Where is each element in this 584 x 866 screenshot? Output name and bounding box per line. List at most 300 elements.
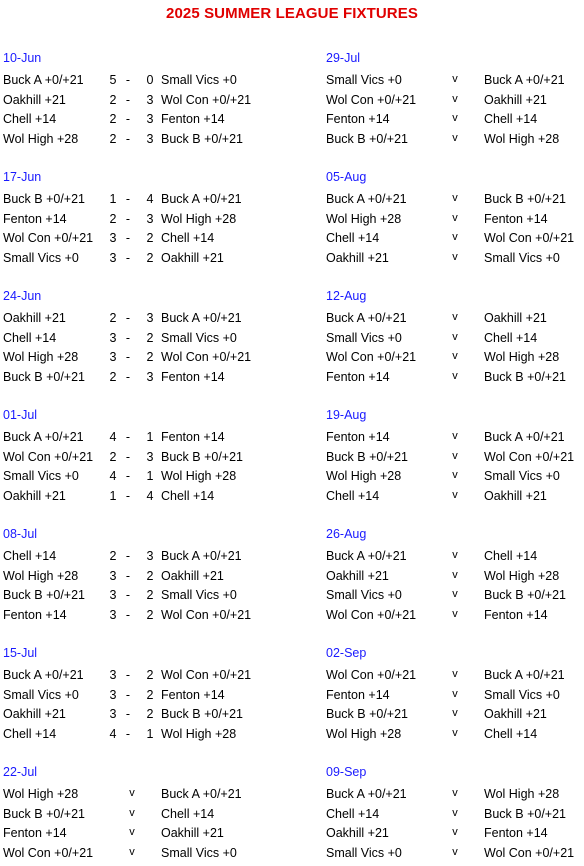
away-team: Wol Con +0/+21 — [161, 668, 252, 682]
home-team: Wol Con +0/+21 — [3, 846, 94, 861]
versus-marker: v — [452, 251, 458, 264]
fixture-row — [323, 73, 584, 93]
versus-marker: v — [452, 826, 458, 839]
home-team: Wol High +28 — [3, 350, 79, 365]
fixture-row — [0, 132, 290, 152]
away-team: Buck A +0/+21 — [484, 668, 565, 682]
fixture-row — [323, 826, 584, 846]
fixture-row — [0, 489, 290, 509]
away-score: 3 — [146, 370, 154, 385]
fixture-row — [0, 588, 290, 608]
away-team: Oakhill +21 — [484, 92, 547, 107]
home-team: Chell +14 — [326, 489, 380, 504]
away-team: Chell +14 — [484, 330, 538, 345]
fixture-row — [323, 469, 584, 489]
fixture-row — [0, 251, 290, 271]
home-team: Wol High +28 — [326, 727, 402, 742]
home-team: Oakhill +21 — [326, 251, 389, 266]
away-team: Chell +14 — [161, 231, 215, 246]
home-team: Wol High +28 — [326, 211, 402, 226]
away-score: 2 — [146, 588, 154, 603]
versus-marker: v — [452, 311, 458, 323]
away-score: 2 — [146, 231, 154, 246]
away-team: Buck A +0/+21 — [484, 430, 565, 444]
home-team: Small Vics +0 — [3, 251, 79, 266]
away-team: Fenton +14 — [161, 430, 225, 444]
home-team: Buck B +0/+21 — [326, 132, 409, 147]
fixture-row — [323, 489, 584, 509]
fixture-row — [0, 311, 290, 331]
home-team: Wol Con +0/+21 — [3, 449, 94, 464]
away-team: Buck A +0/+21 — [161, 192, 242, 206]
home-score: 3 — [109, 231, 117, 246]
fixture-row — [0, 469, 290, 489]
away-team: Oakhill +21 — [484, 489, 547, 504]
home-team: Buck B +0/+21 — [3, 192, 86, 206]
home-score: 2 — [109, 132, 117, 147]
home-team: Buck A +0/+21 — [3, 73, 84, 87]
versus-marker: v — [452, 687, 458, 700]
home-team: Buck A +0/+21 — [326, 549, 407, 563]
fixture-row — [323, 370, 584, 390]
home-score: 3 — [109, 330, 117, 345]
home-score: 5 — [109, 73, 117, 87]
away-team: Oakhill +21 — [484, 311, 547, 325]
away-score: 1 — [146, 430, 154, 444]
away-team: Wol High +28 — [161, 469, 237, 484]
score-separator: - — [125, 251, 131, 266]
versus-marker: v — [452, 727, 458, 740]
fixture-row — [323, 430, 584, 450]
fixture-row — [323, 707, 584, 727]
away-score: 2 — [146, 568, 154, 583]
home-score: 2 — [109, 549, 117, 563]
home-team: Buck A +0/+21 — [326, 787, 407, 801]
away-score: 4 — [146, 192, 154, 206]
fixture-row — [323, 132, 584, 152]
away-team: Wol Con +0/+21 — [484, 846, 575, 861]
home-score: 3 — [109, 707, 117, 722]
fixture-row — [323, 112, 584, 132]
home-team: Chell +14 — [3, 330, 57, 345]
fixture-row — [323, 668, 584, 688]
home-team: Wol Con +0/+21 — [326, 350, 417, 365]
home-team: Wol Con +0/+21 — [326, 668, 417, 682]
versus-marker: v — [452, 430, 458, 442]
fixture-block — [0, 51, 290, 151]
away-team: Wol Con +0/+21 — [484, 449, 575, 464]
fixture-row — [0, 569, 290, 589]
away-team: Buck B +0/+21 — [161, 449, 244, 464]
score-separator: - — [125, 430, 131, 444]
away-score: 3 — [146, 132, 154, 147]
fixture-date: 24-Jun — [3, 289, 42, 303]
away-team: Oakhill +21 — [161, 826, 224, 841]
versus-marker: v — [452, 588, 458, 601]
home-team: Small Vics +0 — [326, 846, 402, 861]
home-team: Wol Con +0/+21 — [3, 231, 94, 246]
home-team: Buck A +0/+21 — [3, 668, 84, 682]
away-score: 3 — [146, 549, 154, 563]
away-team: Oakhill +21 — [161, 251, 224, 266]
home-score: 1 — [109, 192, 117, 206]
versus-marker: v — [452, 846, 458, 859]
fixture-row — [0, 688, 290, 708]
versus-marker: v — [452, 707, 458, 720]
fixture-row — [0, 112, 290, 132]
score-separator: - — [125, 92, 131, 107]
fixture-row — [0, 430, 290, 450]
away-score: 2 — [146, 330, 154, 345]
away-score: 3 — [146, 112, 154, 127]
fixture-date: 09-Sep — [326, 765, 367, 779]
score-separator: - — [125, 211, 131, 226]
away-score: 3 — [146, 92, 154, 107]
score-separator: - — [125, 727, 131, 742]
home-team: Fenton +14 — [326, 112, 390, 127]
fixture-row — [0, 608, 290, 628]
fixture-row — [0, 727, 290, 747]
home-team: Fenton +14 — [3, 211, 67, 226]
home-score: 3 — [109, 608, 117, 623]
score-separator: - — [125, 311, 131, 325]
fixture-block — [323, 527, 584, 627]
score-separator: - — [125, 568, 131, 583]
fixture-block — [0, 170, 290, 270]
fixture-date: 08-Jul — [3, 527, 38, 541]
home-score: 2 — [109, 449, 117, 464]
fixture-row — [0, 370, 290, 390]
score-separator: - — [125, 687, 131, 702]
fixture-date: 02-Sep — [326, 646, 367, 660]
fixture-row — [0, 192, 290, 212]
score-separator: - — [125, 469, 131, 484]
fixture-block — [323, 170, 584, 270]
score-separator: - — [125, 608, 131, 623]
fixture-row — [323, 251, 584, 271]
fixture-row — [0, 93, 290, 113]
away-team: Buck B +0/+21 — [484, 588, 567, 603]
home-score: 2 — [109, 370, 117, 385]
away-team: Wol High +28 — [484, 132, 560, 147]
score-separator: - — [125, 73, 131, 87]
fixture-block — [323, 51, 584, 151]
away-team: Wol Con +0/+21 — [161, 350, 252, 365]
score-separator: - — [125, 350, 131, 365]
away-team: Small Vics +0 — [161, 73, 237, 87]
home-team: Small Vics +0 — [326, 73, 402, 87]
away-team: Wol Con +0/+21 — [161, 608, 252, 623]
versus-marker: v — [452, 668, 458, 680]
away-team: Oakhill +21 — [161, 568, 224, 583]
home-team: Fenton +14 — [326, 430, 390, 444]
versus-marker: v — [452, 231, 458, 244]
fixture-row — [323, 588, 584, 608]
versus-marker: v — [452, 112, 458, 125]
away-team: Small Vics +0 — [161, 588, 237, 603]
fixture-row — [0, 707, 290, 727]
home-score: 2 — [109, 112, 117, 127]
home-team: Chell +14 — [326, 806, 380, 821]
away-team: Small Vics +0 — [484, 687, 560, 702]
away-score: 2 — [146, 608, 154, 623]
fixture-date: 19-Aug — [326, 408, 367, 422]
fixture-block — [323, 289, 584, 389]
home-team: Chell +14 — [3, 727, 57, 742]
fixture-row — [323, 212, 584, 232]
fixture-row — [0, 331, 290, 351]
home-score: 2 — [109, 311, 117, 325]
away-team: Fenton +14 — [161, 687, 225, 702]
away-team: Small Vics +0 — [484, 251, 560, 266]
fixture-row — [0, 212, 290, 232]
home-team: Oakhill +21 — [326, 568, 389, 583]
home-team: Small Vics +0 — [3, 469, 79, 484]
home-score: 4 — [109, 430, 117, 444]
fixture-date: 22-Jul — [3, 765, 38, 779]
home-team: Buck B +0/+21 — [3, 806, 86, 821]
score-separator: - — [125, 489, 131, 504]
away-team: Buck B +0/+21 — [161, 132, 244, 147]
home-team: Buck A +0/+21 — [326, 192, 407, 206]
score-separator: - — [125, 707, 131, 722]
fixture-row — [323, 231, 584, 251]
versus-marker: v — [452, 568, 458, 581]
versus-marker: v — [129, 846, 135, 859]
fixture-row — [323, 787, 584, 807]
home-team: Buck B +0/+21 — [3, 588, 86, 603]
fixture-row — [0, 826, 290, 846]
away-score: 2 — [146, 687, 154, 702]
away-team: Small Vics +0 — [161, 330, 237, 345]
away-score: 2 — [146, 251, 154, 266]
score-separator: - — [125, 588, 131, 603]
fixture-block — [323, 408, 584, 508]
away-team: Buck A +0/+21 — [161, 311, 242, 325]
home-team: Fenton +14 — [326, 370, 390, 385]
fixture-date: 29-Jul — [326, 51, 361, 65]
home-team: Wol High +28 — [3, 568, 79, 583]
away-score: 1 — [146, 469, 154, 484]
home-score: 1 — [109, 489, 117, 504]
away-team: Chell +14 — [161, 489, 215, 504]
fixture-block — [0, 765, 290, 865]
away-team: Wol High +28 — [484, 350, 560, 365]
versus-marker: v — [452, 370, 458, 383]
versus-marker: v — [452, 608, 458, 621]
away-score: 0 — [146, 73, 154, 87]
away-team: Wol High +28 — [484, 568, 560, 583]
home-team: Buck B +0/+21 — [326, 707, 409, 722]
versus-marker: v — [452, 449, 458, 462]
page-title: 2025 SUMMER LEAGUE FIXTURES — [166, 5, 418, 22]
home-team: Buck A +0/+21 — [326, 311, 407, 325]
home-score: 3 — [109, 568, 117, 583]
away-team: Buck B +0/+21 — [484, 370, 567, 385]
fixture-date: 01-Jul — [3, 408, 38, 422]
away-score: 3 — [146, 449, 154, 464]
score-separator: - — [125, 449, 131, 464]
versus-marker: v — [452, 806, 458, 819]
home-score: 3 — [109, 251, 117, 266]
fixture-date: 12-Aug — [326, 289, 367, 303]
home-team: Chell +14 — [326, 231, 380, 246]
away-team: Chell +14 — [161, 806, 215, 821]
home-team: Wol Con +0/+21 — [326, 92, 417, 107]
fixture-row — [0, 73, 290, 93]
away-team: Chell +14 — [484, 112, 538, 127]
home-team: Wol High +28 — [3, 132, 79, 147]
fixture-row — [0, 450, 290, 470]
away-score: 3 — [146, 211, 154, 226]
home-score: 3 — [109, 687, 117, 702]
home-score: 3 — [109, 588, 117, 603]
fixture-row — [323, 93, 584, 113]
home-team: Small Vics +0 — [326, 330, 402, 345]
away-team: Wol High +28 — [484, 787, 560, 801]
fixture-row — [323, 450, 584, 470]
away-score: 4 — [146, 489, 154, 504]
fixture-row — [323, 608, 584, 628]
home-team: Oakhill +21 — [3, 707, 66, 722]
home-team: Buck B +0/+21 — [326, 449, 409, 464]
fixture-date: 17-Jun — [3, 170, 42, 184]
away-score: 2 — [146, 668, 154, 682]
away-score: 3 — [146, 311, 154, 325]
fixture-row — [0, 668, 290, 688]
away-team: Small Vics +0 — [161, 846, 237, 861]
versus-marker: v — [129, 787, 135, 799]
fixture-row — [323, 331, 584, 351]
fixture-row — [0, 787, 290, 807]
versus-marker: v — [452, 73, 458, 85]
away-team: Chell +14 — [484, 549, 538, 563]
versus-marker: v — [452, 549, 458, 561]
home-team: Small Vics +0 — [326, 588, 402, 603]
away-score: 2 — [146, 707, 154, 722]
fixture-row — [0, 846, 290, 866]
home-team: Oakhill +21 — [3, 489, 66, 504]
away-team: Wol High +28 — [161, 211, 237, 226]
score-separator: - — [125, 132, 131, 147]
fixture-row — [323, 846, 584, 866]
versus-marker: v — [129, 806, 135, 819]
away-score: 2 — [146, 350, 154, 365]
home-score: 3 — [109, 350, 117, 365]
fixture-row — [323, 727, 584, 747]
fixture-row — [323, 807, 584, 827]
versus-marker: v — [452, 350, 458, 363]
fixture-date: 05-Aug — [326, 170, 367, 184]
home-score: 2 — [109, 211, 117, 226]
versus-marker: v — [129, 826, 135, 839]
home-team: Oakhill +21 — [3, 311, 66, 325]
versus-marker: v — [452, 192, 458, 204]
score-separator: - — [125, 330, 131, 345]
versus-marker: v — [452, 489, 458, 502]
home-team: Oakhill +21 — [326, 826, 389, 841]
fixture-row — [323, 549, 584, 569]
score-separator: - — [125, 549, 131, 563]
home-team: Fenton +14 — [3, 826, 67, 841]
versus-marker: v — [452, 787, 458, 799]
score-separator: - — [125, 112, 131, 127]
away-team: Wol Con +0/+21 — [161, 92, 252, 107]
fixture-date: 26-Aug — [326, 527, 367, 541]
away-score: 1 — [146, 727, 154, 742]
versus-marker: v — [452, 92, 458, 105]
home-score: 4 — [109, 469, 117, 484]
fixture-date: 10-Jun — [3, 51, 42, 65]
away-team: Wol Con +0/+21 — [484, 231, 575, 246]
away-team: Fenton +14 — [161, 112, 225, 127]
home-team: Oakhill +21 — [3, 92, 66, 107]
away-team: Small Vics +0 — [484, 469, 560, 484]
home-score: 2 — [109, 92, 117, 107]
fixture-block — [323, 646, 584, 746]
score-separator: - — [125, 192, 131, 206]
fixture-block — [0, 408, 290, 508]
home-team: Wol High +28 — [326, 469, 402, 484]
home-team: Buck B +0/+21 — [3, 370, 86, 385]
fixture-row — [323, 192, 584, 212]
home-team: Fenton +14 — [326, 687, 390, 702]
away-team: Buck A +0/+21 — [161, 549, 242, 563]
home-team: Fenton +14 — [3, 608, 67, 623]
fixture-row — [323, 311, 584, 331]
away-team: Buck B +0/+21 — [484, 806, 567, 821]
away-team: Fenton +14 — [484, 608, 548, 623]
fixture-row — [0, 807, 290, 827]
home-team: Small Vics +0 — [3, 687, 79, 702]
fixture-row — [0, 231, 290, 251]
versus-marker: v — [452, 330, 458, 343]
home-team: Buck A +0/+21 — [3, 430, 84, 444]
score-separator: - — [125, 231, 131, 246]
home-team: Chell +14 — [3, 112, 57, 127]
home-score: 3 — [109, 668, 117, 682]
away-team: Oakhill +21 — [484, 707, 547, 722]
away-team: Buck B +0/+21 — [484, 192, 567, 206]
away-team: Wol High +28 — [161, 727, 237, 742]
home-score: 4 — [109, 727, 117, 742]
versus-marker: v — [452, 132, 458, 145]
away-team: Buck B +0/+21 — [161, 707, 244, 722]
home-team: Wol High +28 — [3, 787, 79, 801]
fixture-row — [323, 688, 584, 708]
versus-marker: v — [452, 211, 458, 224]
versus-marker: v — [452, 469, 458, 482]
fixture-block — [0, 646, 290, 746]
away-team: Fenton +14 — [484, 826, 548, 841]
fixture-row — [323, 350, 584, 370]
home-team: Wol Con +0/+21 — [326, 608, 417, 623]
away-team: Chell +14 — [484, 727, 538, 742]
fixture-block — [0, 289, 290, 389]
fixture-row — [0, 549, 290, 569]
score-separator: - — [125, 668, 131, 682]
score-separator: - — [125, 370, 131, 385]
away-team: Buck A +0/+21 — [161, 787, 242, 801]
fixture-row — [0, 350, 290, 370]
away-team: Fenton +14 — [484, 211, 548, 226]
fixture-date: 15-Jul — [3, 646, 38, 660]
fixture-block — [0, 527, 290, 627]
away-team: Fenton +14 — [161, 370, 225, 385]
home-team: Chell +14 — [3, 549, 57, 563]
fixture-block — [323, 765, 584, 865]
away-team: Buck A +0/+21 — [484, 73, 565, 87]
